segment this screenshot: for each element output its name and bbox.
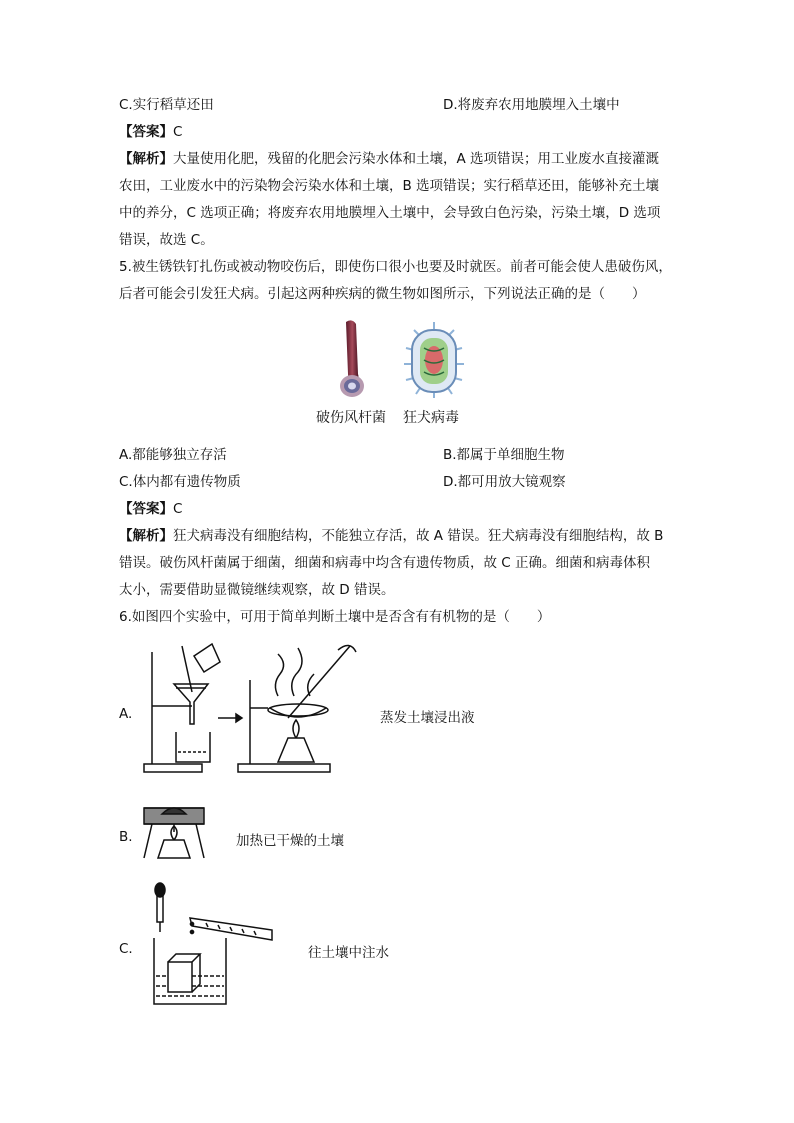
q4-analysis-line-3: 中的养分，C 选项正确；将废弃农用地膜埋入土壤中，会导致白色污染，污染土壤，D 选项 [119, 205, 661, 221]
q4-analysis-line-2: 农田，工业废水中的污染物会污染水体和土壤，B 选项错误；实行稻草还田，能够补充土壤 [119, 178, 660, 194]
answer-value: C [173, 124, 183, 140]
analysis-text: 狂犬病毒没有细胞结构，不能独立存活，故 A 错误。狂犬病毒没有细胞结构，故 B [173, 528, 664, 544]
analysis-text: 大量使用化肥，残留的化肥会污染水体和土壤，A 选项错误；用工业废水直接灌溉 [173, 151, 660, 167]
q5-analysis-line-3: 太小，需要借助显微镜继续观察，故 D 错误。 [119, 582, 395, 598]
q4-analysis-line-4: 错误，故选 C。 [119, 232, 214, 248]
q6-option-c-text: 往土壤中注水 [308, 945, 389, 961]
pouring-water-into-soil-apparatus [146, 880, 282, 1008]
q5-option-c: C.体内都有遗传物质 [119, 474, 241, 490]
analysis-tag: 【解析】 [119, 151, 173, 167]
q6-option-b-letter: B. [119, 829, 133, 845]
q5-option-b: B.都属于单细胞生物 [443, 447, 565, 463]
q5-stem-line-1: 5.被生锈铁钉扎伤或被动物咬伤后，即使伤口很小也要及时就医。前者可能会使人患破伤风， [119, 259, 672, 275]
q6-option-b-text: 加热已干燥的土壤 [236, 833, 344, 849]
q4-answer [119, 122, 182, 142]
q5-analysis-line-1 [119, 526, 663, 546]
rabies-virus-image [402, 320, 466, 400]
q6-option-c-letter: C. [119, 941, 133, 957]
q5-answer [119, 499, 182, 519]
answer-tag: 【答案】 [119, 501, 173, 517]
q6-option-a-text: 蒸发土壤浸出液 [380, 710, 475, 726]
q4-option-d: D.将废弃农用地膜埋入土壤中 [443, 97, 620, 113]
q6-option-a-letter: A. [119, 706, 133, 722]
q5-option-a: A.都能够独立存活 [119, 447, 227, 463]
answer-tag: 【答案】 [119, 124, 173, 140]
q4-analysis-line-1 [119, 149, 659, 169]
tetanus-bacillus-image [328, 316, 378, 402]
analysis-tag: 【解析】 [119, 528, 173, 544]
figure-label-rabies-virus: 狂犬病毒 [403, 410, 459, 426]
q6-stem: 6.如图四个实验中，可用于简单判断土壤中是否含有有机物的是（ ） [119, 609, 551, 625]
filtration-evaporation-apparatus [138, 640, 360, 776]
q5-option-d: D.都可用放大镜观察 [443, 474, 566, 490]
answer-value: C [173, 501, 183, 517]
q5-analysis-line-2: 错误。破伤风杆菌属于细菌，细菌和病毒中均含有遗传物质，故 C 正确。细菌和病毒体积 [119, 555, 651, 571]
q5-stem-line-2: 后者可能会引发狂犬病。引起这两种疾病的微生物如图所示，下列说法正确的是（ ） [119, 286, 646, 302]
q4-option-c: C.实行稻草还田 [119, 97, 214, 113]
heating-dry-soil-apparatus [140, 800, 210, 862]
figure-label-tetanus-bacillus: 破伤风杆菌 [316, 410, 386, 426]
